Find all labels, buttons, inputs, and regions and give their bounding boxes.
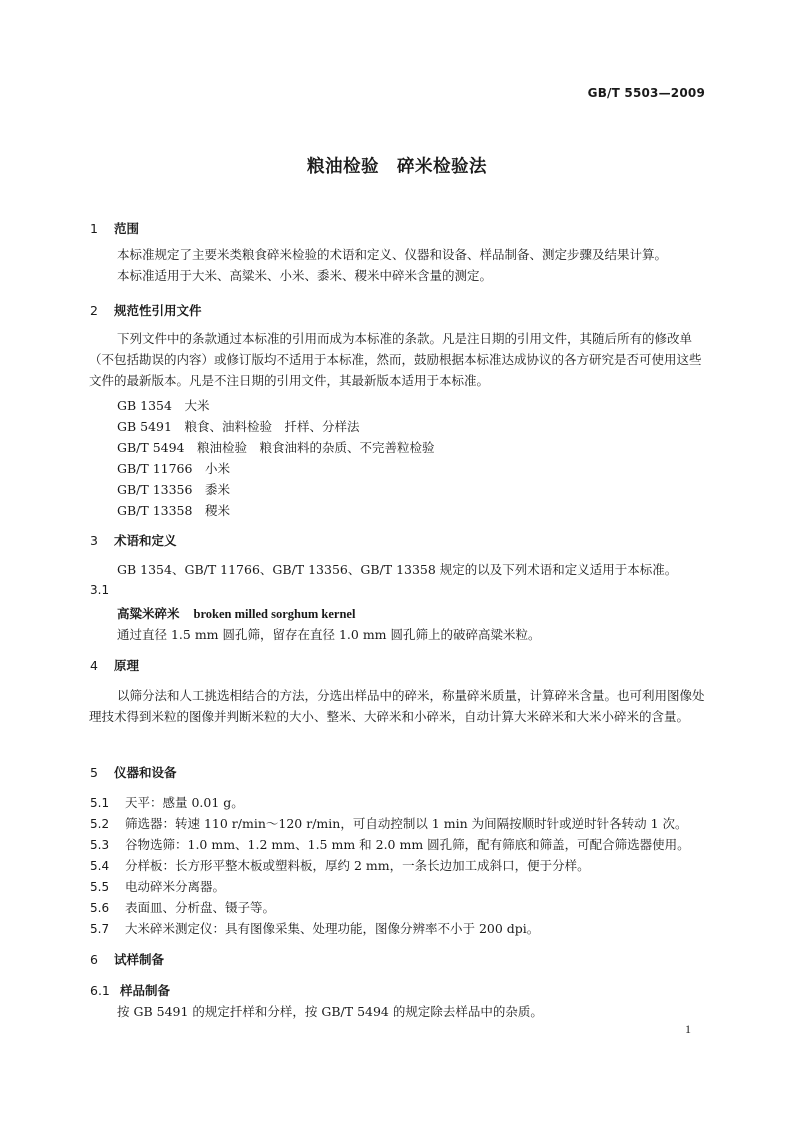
reference-item	[117, 459, 230, 477]
section-title: 术语和定义	[114, 533, 177, 548]
clause-number: 5.2	[90, 817, 110, 831]
clause-number: 3.1	[90, 583, 110, 597]
reference-code: GB/T 5494	[117, 440, 185, 455]
principle-paragraph: 以筛分法和人工挑选相结合的方法，分选出样品中的碎米，称量碎米质量，计算碎米含量。也可利用图像处理技术得到米粒的图像并判断米粒的大小、整米、大碎米和小碎米，自动计算大米碎米和大米小碎米的含量。	[89, 688, 705, 724]
clause-text: 天平：感量 0.01 g。	[125, 795, 244, 810]
page-title: 粮油检验 碎米检验法	[307, 157, 487, 177]
clause-number: 6.1	[90, 983, 110, 998]
section-title: 规范性引用文件	[114, 303, 202, 318]
reference-title: 粮食、油料检验 扦样、分样法	[184, 419, 360, 434]
section-title: 范围	[114, 221, 140, 236]
clause-number: 5.7	[90, 922, 110, 936]
clause-text: 谷物选筛：1.0 mm、1.2 mm、1.5 mm 和 2.0 mm 圆孔筛，配有筛底和筛盖，可配合筛选器使用。	[125, 837, 690, 852]
equipment-item	[90, 814, 688, 832]
section-2-heading	[90, 301, 202, 319]
equipment-item	[90, 835, 690, 853]
section-title: 原理	[114, 658, 140, 673]
clause-number: 5.6	[90, 901, 110, 915]
sample-prep-paragraph: 按 GB 5491 的规定扦样和分样，按 GB/T 5494 的规定除去样品中的杂质。	[117, 1004, 543, 1019]
scope-paragraph-1: 本标准规定了主要米类粮食碎米检验的术语和定义、仪器和设备、样品制备、测定步骤及结果计算。	[117, 247, 668, 262]
clause-number: 5.3	[90, 838, 110, 852]
reference-item	[117, 480, 230, 498]
section-6-heading	[90, 950, 164, 968]
section-title: 试样制备	[114, 952, 165, 967]
reference-item	[117, 417, 360, 435]
terms-paragraph: GB 1354、GB/T 11766、GB/T 13356、GB/T 13358 规定的以及下列术语和定义适用于本标准。	[117, 562, 678, 577]
subsection-title: 样品制备	[120, 983, 171, 998]
section-number: 1	[90, 221, 98, 236]
section-number: 6	[90, 952, 98, 967]
clause-number: 5.5	[90, 880, 110, 894]
clause-number: 5.1	[90, 796, 110, 810]
clause-text: 电动碎米分离器。	[125, 879, 226, 894]
reference-code: GB/T 13358	[117, 503, 193, 518]
reference-item	[117, 501, 230, 519]
term-entry	[117, 604, 355, 622]
term-chinese: 高粱米碎米	[117, 606, 180, 621]
equipment-item	[90, 856, 590, 874]
equipment-item	[90, 793, 244, 811]
term-definition: 通过直径 1.5 mm 圆孔筛，留存在直径 1.0 mm 圆孔筛上的破碎高粱米粒。	[117, 627, 541, 642]
reference-title: 小米	[204, 461, 230, 476]
equipment-item	[90, 919, 539, 937]
subsection-number	[90, 582, 125, 597]
equipment-item	[90, 877, 225, 895]
section-4-heading	[90, 656, 139, 674]
reference-title: 稷米	[204, 503, 230, 518]
section-number: 5	[90, 765, 98, 780]
reference-title: 粮油检验 粮食油料的杂质、不完善粒检验	[197, 440, 435, 455]
clause-text: 筛选器：转速 110 r/min～120 r/min，可自动控制以 1 min 为间隔按顺时针或逆时针各转动 1 次。	[125, 816, 688, 831]
references-paragraph: 下列文件中的条款通过本标准的引用而成为本标准的条款。凡是注日期的引用文件，其随后所有的修改单（不包括勘误的内容）或修订版均不适用于本标准，然而，鼓励根据本标准达成协议的各方研究是否可使用这些文件的最新版本。凡是不注日期的引用文件，其最新版本适用于本标准。	[89, 331, 702, 388]
clause-number: 5.4	[90, 859, 110, 873]
clause-text: 分样板：长方形平整木板或塑料板，厚约 2 mm，一条长边加工成斜口，便于分样。	[125, 858, 590, 873]
reference-item	[117, 396, 210, 414]
scope-paragraph-2: 本标准适用于大米、高粱米、小米、黍米、稷米中碎米含量的测定。	[117, 268, 493, 283]
clause-text: 表面皿、分析盘、镊子等。	[125, 900, 276, 915]
reference-code: GB/T 11766	[117, 461, 193, 476]
reference-code: GB/T 13356	[117, 482, 193, 497]
reference-item	[117, 438, 435, 456]
section-5-heading	[90, 763, 177, 781]
reference-title: 黍米	[204, 482, 230, 497]
term-english: broken milled sorghum kernel	[193, 607, 356, 621]
subsection-6-1-heading	[90, 981, 170, 999]
reference-code: GB 5491	[117, 419, 172, 434]
section-1-heading	[90, 219, 139, 237]
section-number: 4	[90, 658, 98, 673]
standard-code: GB/T 5503—2009	[587, 86, 705, 100]
section-3-heading	[90, 531, 177, 549]
clause-text: 大米碎米测定仪：具有图像采集、处理功能，图像分辨率不小于 200 dpi。	[125, 921, 540, 936]
page-number: 1	[685, 1022, 691, 1036]
reference-title: 大米	[184, 398, 210, 413]
equipment-item	[90, 898, 275, 916]
section-number: 2	[90, 303, 98, 318]
reference-code: GB 1354	[117, 398, 172, 413]
section-title: 仪器和设备	[114, 765, 177, 780]
section-number: 3	[90, 533, 98, 548]
